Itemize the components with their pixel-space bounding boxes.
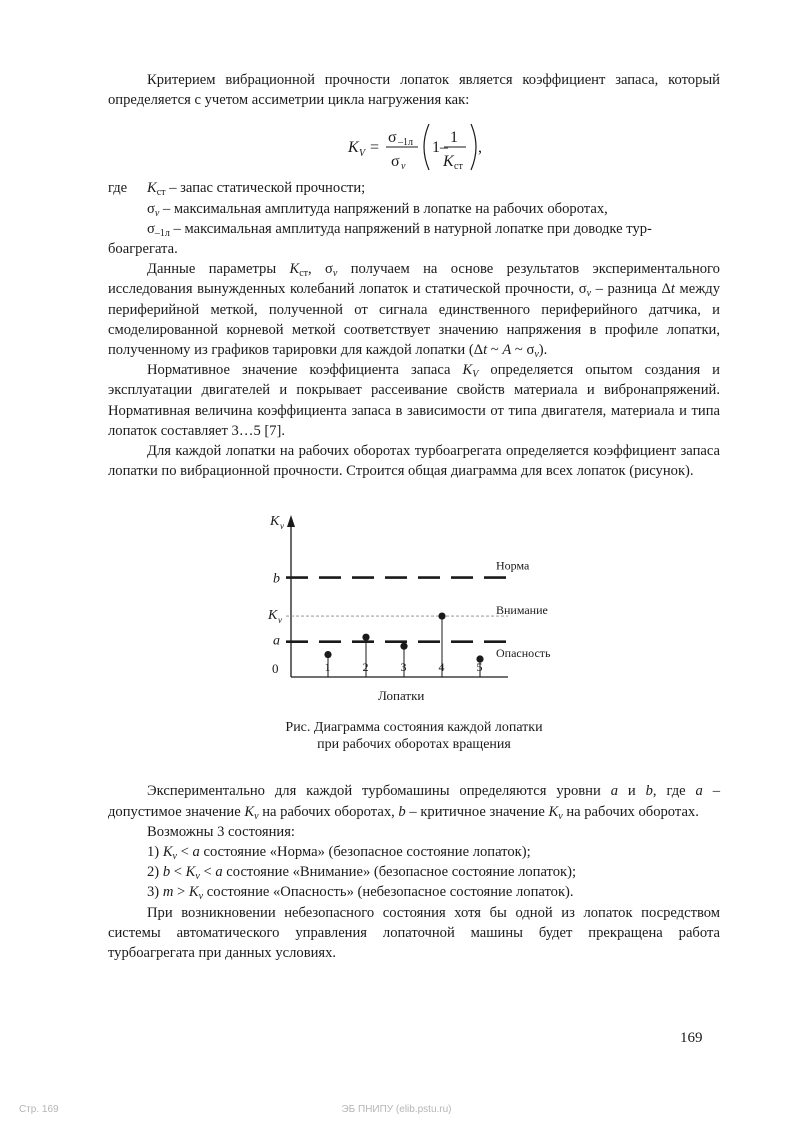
y-axis-label-sub: v	[280, 521, 284, 532]
formula-num: σ	[388, 129, 397, 147]
x-tick-label-3: 3	[400, 660, 407, 675]
def1-symbol: K	[147, 180, 157, 197]
y-tick-label-kv: K	[268, 608, 278, 624]
paragraph-7: При возникновении небезопасного состояния хотя бы одной из лопаток посредством системы автоматического управления лопаточной машины будет прекращена работа турбоагрегата при данных условиях.	[108, 904, 720, 962]
paragraph-1: Критерием вибрационной прочности лопаток является коэффициент запаса, который определяется с учетом ассиметрии цикла нагружения как:	[108, 72, 720, 109]
blade-point-1	[324, 651, 331, 658]
list-item-3: 3) $m > K_v$ состояние «Опасность» (небезопасное состояние лопаток).	[147, 884, 574, 903]
definitions	[108, 178, 720, 259]
blade-point-2	[362, 634, 369, 641]
page-number: 169	[680, 1030, 703, 1046]
state-diagram	[108, 505, 720, 704]
list-item-2: 2) $b < K_v < a$ состояние «Внимание» (безопасное состояние лопаток);	[147, 864, 577, 883]
state-diagram-svg	[108, 505, 720, 704]
def2-text: – максимальная амплитуда напряжений в лопатке на рабочих оборотах,	[159, 200, 608, 217]
formula-lhs: K	[348, 139, 359, 157]
formula-num-sub: –1л	[398, 137, 413, 149]
x-tick-label-2: 2	[362, 660, 369, 675]
def2-sub: v	[154, 207, 160, 219]
paragraph-2: Данные параметры $K_{ст}$, $\sigma_v$ получаем на основе результатов экспериментального исследования вынужденных колебаний лопаток и статической прочности, $\sigma_v$ – разница Δt между периферийной меткой, полученной от сигнала единственного периферийного датчика, и смоделированной корневой меткой соответствует значению напряжения в профиле лопатки, полученному из графиков тарировки для каждой лопатки (Δt ~ A ~ $\sigma_v$).	[108, 261, 721, 361]
x-tick-label-4: 4	[438, 660, 445, 675]
list-item-1: 1) $K_v < a$ состояние «Норма» (безопасное состояние лопаток);	[147, 844, 531, 863]
where-word: где	[108, 180, 128, 197]
formula-one: 1–	[432, 139, 448, 157]
origin-label: 0	[272, 661, 279, 677]
y-tick-label-a: a	[273, 634, 280, 650]
figure-caption	[108, 719, 720, 753]
page-body	[108, 70, 720, 963]
formula-eq: =	[370, 139, 380, 157]
definition-sigma-v	[108, 199, 720, 219]
paragraph-3: Нормативное значение коэффициента запаса $K_V$ определяется опытом создания и эксплуатации двигателей и покрывает рассеивание свойств материала и вибронапряжений. Нормативная величина коэффициента запаса в зависимости от типа двигателя, материала и типа лопаток составляет 3…5 [7].	[108, 362, 720, 439]
def1-sub: ст	[156, 187, 166, 199]
paragraph-6: Возможны 3 состояния:	[147, 823, 295, 840]
formula-inner-den: K	[443, 153, 454, 171]
def3-symbol: σ	[147, 220, 155, 237]
x-tick-label-1: 1	[324, 660, 331, 675]
footer-library-label: ЭБ ПНИПУ (elib.pstu.ru)	[341, 1104, 452, 1115]
definition-kst	[108, 178, 720, 198]
label-norma: Норма	[496, 558, 530, 573]
y-tick-label-b: b	[273, 571, 280, 587]
paragraph-5: Экспериментально для каждой турбомашины определяются уровни a и b, где a – допустимое значение $K_v$ на рабочих оборотах, b – критичное значение $K_v$ на рабочих оборотах.	[108, 783, 720, 822]
def2-symbol: σ	[147, 200, 155, 217]
formula-svg	[108, 116, 720, 174]
formula-paren-left	[424, 124, 429, 170]
formula-paren-right	[471, 124, 476, 170]
def3-text: – максимальная амплитуда напряжений в натурной лопатке при доводке тур-	[169, 220, 652, 237]
definition-continuation: боагрегата.	[108, 241, 178, 258]
blade-point-3	[400, 643, 407, 650]
formula-inner-num: 1	[450, 129, 458, 147]
caption-line-1: Рис. Диаграмма состояния каждой лопатки	[285, 720, 543, 736]
blade-point-4	[438, 613, 445, 620]
x-axis-label: Лопатки	[378, 688, 425, 704]
label-vnimanie: Внимание	[496, 603, 548, 618]
label-opasnost: Опасность	[496, 646, 551, 661]
formula-lhs-sub: V	[359, 148, 366, 160]
caption-line-2: при рабочих оборотах вращения	[317, 737, 511, 753]
footer-page-label: Стр. 169	[19, 1104, 59, 1115]
def3-sub: –1л	[154, 227, 170, 239]
y-tick-label-kv-sub: v	[278, 615, 282, 626]
y-axis-arrow	[287, 515, 295, 527]
formula-den-sub: v	[401, 161, 406, 173]
formula-inner-den-sub: ст	[454, 161, 463, 173]
formula-comma: ,	[478, 139, 482, 157]
formula-den: σ	[391, 153, 400, 171]
def1-text: – запас статической прочности;	[165, 180, 366, 197]
y-axis-label: K	[270, 514, 280, 530]
x-tick-label-5: 5	[476, 660, 483, 675]
paragraph-4: Для каждой лопатки на рабочих оборотах турбоагрегата определяется коэффициент запаса лопатки по вибрационной прочности. Строится общая диаграмма для всех лопаток (рисунок).	[108, 443, 720, 480]
formula-kv	[108, 116, 720, 174]
definition-sigma-1l	[108, 219, 720, 239]
